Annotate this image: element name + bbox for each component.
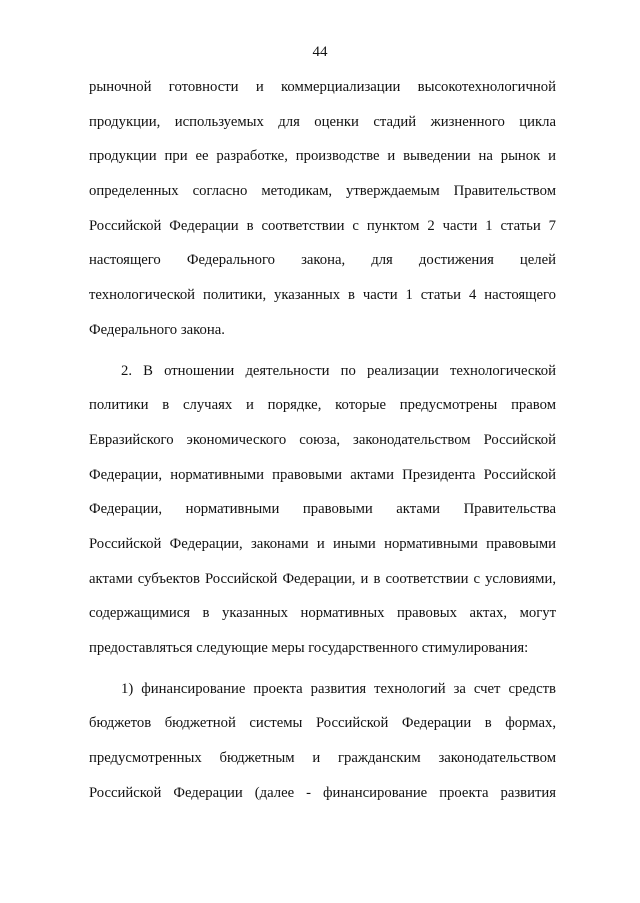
text-line: бюджетов бюджетной системы Российской Федерации в формах, (89, 715, 556, 732)
text-line: предоставляться следующие меры государственного стимулирования: (89, 640, 529, 656)
text-line: настоящего Федерального закона, для достижения целей (89, 252, 556, 269)
text-line: предусмотренных бюджетным и гражданским законодательством (89, 750, 556, 767)
text-line: Евразийского экономического союза, законодательством Российской (89, 431, 556, 448)
text-line: актами субъектов Российской Федерации, и в соответствии с условиями, (89, 570, 556, 587)
text-line: продукции при ее разработке, производстве и выведении на рынок и (89, 148, 556, 165)
document-body (89, 70, 556, 810)
text-line: Федерального закона. (89, 321, 225, 338)
text-line: технологической политики, указанных в части 1 статьи 4 настоящего (89, 287, 556, 304)
text-line: 2. В отношении деятельности по реализации технологической (121, 362, 556, 379)
text-line: Федерации, нормативными правовыми актами Правительства (89, 501, 556, 518)
text-line: Российской Федерации в соответствии с пунктом 2 части 1 статьи 7 (89, 217, 556, 234)
text-line: Российской Федерации (далее - финансирование проекта развития (89, 784, 556, 801)
text-line: Российской Федерации, законами и иными нормативными правовыми (89, 535, 556, 552)
page-number: 44 (312, 44, 328, 60)
paragraph-clause-2 (89, 354, 556, 666)
paragraph-item-1 (89, 672, 556, 811)
text-line: продукции, используемых для оценки стадий жизненного цикла (89, 113, 556, 130)
text-line: содержащимися в указанных нормативных правовых актах, могут (89, 605, 556, 622)
text-line: политики в случаях и порядке, которые предусмотрены правом (89, 397, 556, 414)
paragraph-continuation (89, 70, 556, 348)
text-line: определенных согласно методикам, утверждаемым Правительством (89, 183, 556, 200)
text-line: рыночной готовности и коммерциализации высокотехнологичной (89, 79, 556, 95)
text-line: Федерации, нормативными правовыми актами Президента Российской (89, 466, 556, 483)
text-line: 1) финансирование проекта развития технологий за счет средств (121, 680, 556, 697)
